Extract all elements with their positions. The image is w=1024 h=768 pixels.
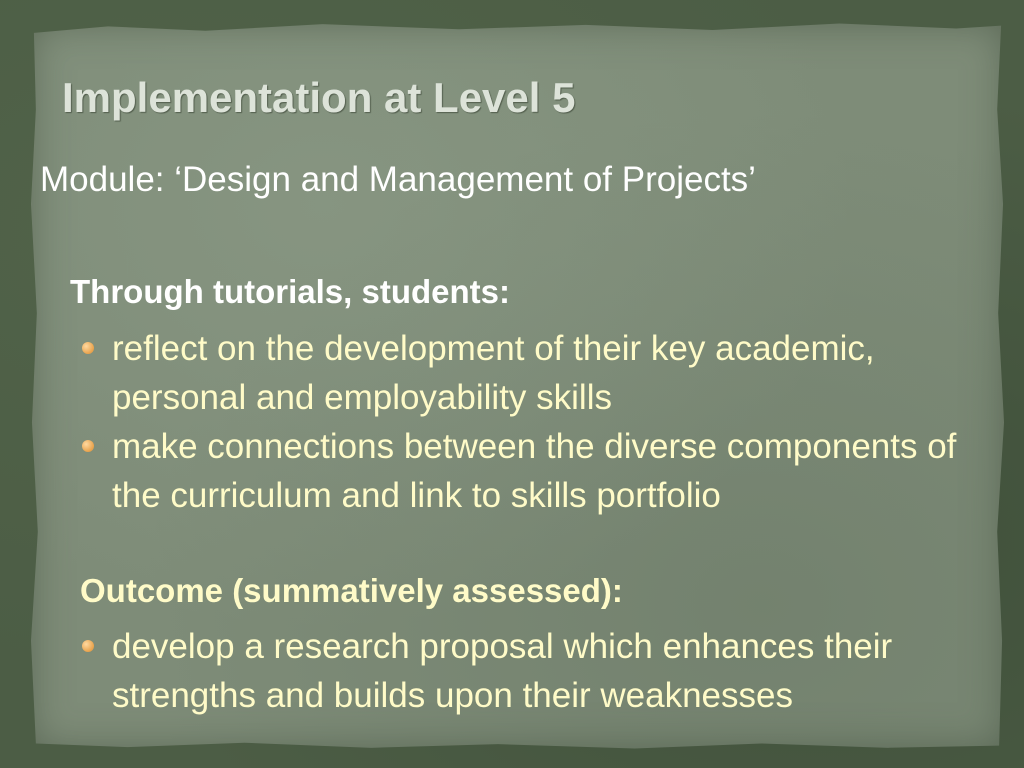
list-item [78,422,978,520]
bullet-dot-icon [82,640,94,652]
bullet-text: reflect on the development of their key academic, personal and employability skills [112,329,875,417]
section-heading-tutorials: Through tutorials, students: [70,273,510,310]
list-item [78,622,998,720]
module-subtitle: Module: ‘Design and Management of Projects’ [40,160,756,199]
section-heading-outcome: Outcome (summatively assessed): [80,572,623,609]
list-item [78,324,978,422]
outcome-bullet-list [78,622,998,720]
bullet-text: develop a research proposal which enhances their strengths and builds upon their weaknesses [112,627,893,715]
bullet-dot-icon [82,342,94,354]
bullet-dot-icon [82,440,94,452]
slide-title: Implementation at Level 5 [62,74,576,121]
tutorials-bullet-list [78,324,978,520]
bullet-text: make connections between the diverse components of the curriculum and link to skills portfolio [112,427,957,515]
